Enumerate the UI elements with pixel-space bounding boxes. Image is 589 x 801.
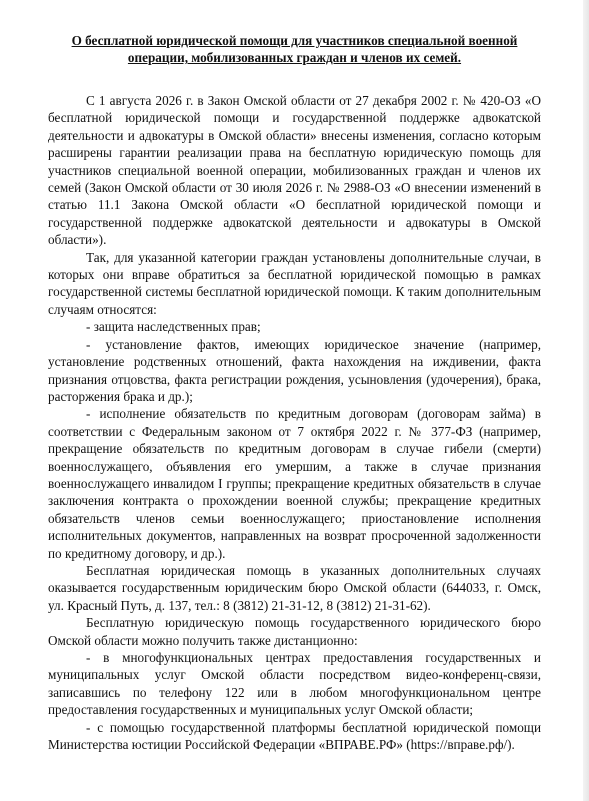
paragraph-legal-bureau: Бесплатная юридическая помощь в указанных дополнительных случаях оказывается государственным юридическим бюро Омской области (644033, г. Омск, ул. Красный Путь, д. 137, тел.: 8 (3812) 21-31-12, 8 (3812) 21-31-62).	[48, 562, 541, 613]
paragraph-remote-help: Бесплатную юридическую помощь государственного юридического бюро Омской области можно получить также дистанционно:	[48, 615, 541, 648]
list-item-legal-facts: - установление фактов, имеющих юридическое значение (например, установление родственных отношений, факта нахождения на иждивении, факта признания отцовства, факта регистрации рождения, усыновления (удочерения), брака, расторжения брака и др.);	[48, 336, 541, 404]
document-title: О бесплатной юридической помощи для участников специальной военной операции, мобилизованных граждан и членов их семей.	[71, 33, 518, 65]
paragraph-law-amendment: С 1 августа 2026 г. в Закон Омской области от 27 декабря 2002 г. № 420-ОЗ «О бесплатной юридической помощи и государственной поддержке адвокатской деятельности и адвокатуры в Омской области» внесены изменения, согласно которым расширены гарантии реализации права на бесплатную юридическую помощь для участников специальной военной операции, мобилизованных граждан и членов их семей (Закон Омской области от 30 июля 2026 г. № 2988-ОЗ «О внесении изменений в статью 11.1 Закона Омской области «О бесплатной юридической помощи и государственной поддержке адвокатской деятельности и адвокатуры в Омской области»).	[48, 93, 541, 248]
list-item-mfc: - в многофункциональных центрах предоставления государственных и муниципальных услуг Омской области посредством видео-конференц-связи, записавшись по телефону 122 или в любом многофункциональном центре предоставления государственных и муниципальных услуг Омской области;	[48, 650, 541, 718]
list-item-vprave-platform: - с помощью государственной платформы бесплатной юридической помощи Министерства юстиции Российской Федерации «ВПРАВЕ.РФ» (https://вправе.рф/).	[48, 719, 541, 753]
page-edge-shadow	[583, 0, 589, 801]
list-item-inheritance: - защита наследственных прав;	[86, 319, 261, 335]
paragraph-additional-cases: Так, для указанной категории граждан установлены дополнительные случаи, в которых они вправе обратиться за бесплатной юридической помощью в рамках государственной системы бесплатной юридической помощи. К таким дополнительным случаям относятся:	[48, 249, 541, 317]
list-item-credit-obligations: - исполнение обязательств по кредитным договорам (договорам займа) в соответствии с Федеральным законом от 7 октября 2022 г. № 377-ФЗ (например, прекращение обязательств по кредитным договорам в случае гибели (смерти) военнослужащего, объявления его умершим, а также в случае признания военнослужащего инвалидом I группы; прекращение кредитных обязательств в случае заключения контракта о прохождении военной службы; прекращение кредитных обязательств членов семьи военнослужащего; приостановление исполнения исполнительных документов, направленных на возврат просроченной задолженности по кредитному договору, и др.).	[48, 406, 541, 561]
